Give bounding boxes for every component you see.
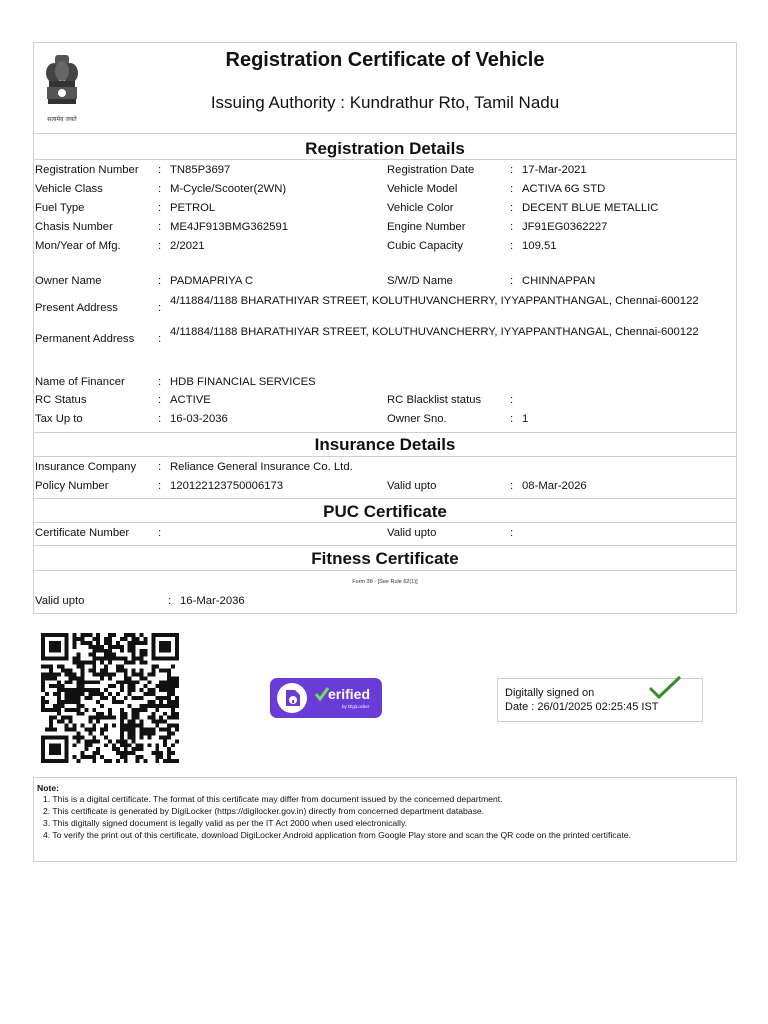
divider [34,545,736,546]
field-colon: : [168,595,172,607]
field-label: Valid upto [35,595,85,607]
digital-signature-box [497,678,703,722]
field-label: Permanent Address [35,333,135,345]
financer-value: HDB FINANCIAL SERVICES [170,376,316,388]
swd-name-value: CHINNAPPAN [522,275,596,287]
note-item: 1. This is a digital certificate. The format of this certificate may differ from document issued by the concerned department. [43,794,503,804]
chasis-number-value: ME4JF913BMG362591 [170,221,289,233]
field-label: Fuel Type [35,202,85,214]
field-label: Owner Sno. [387,413,447,425]
field-colon: : [158,480,162,492]
field-colon: : [158,302,162,314]
cubic-capacity-value: 109.51 [522,240,557,252]
field-colon: : [510,275,514,287]
certificate-header [34,43,736,134]
registration-date-value: 17-Mar-2021 [522,164,587,176]
field-label: RC Blacklist status [387,394,482,406]
field-colon: : [510,202,514,214]
field-label: Cubic Capacity [387,240,463,252]
field-label: Vehicle Model [387,183,458,195]
signature-date: Date : 26/01/2025 02:25:45 IST [505,701,659,713]
field-colon: : [510,164,514,176]
field-colon: : [158,527,162,539]
field-colon: : [158,376,162,388]
field-colon: : [510,240,514,252]
field-label: Insurance Company [35,461,137,473]
owner-name-value: PADMAPRIYA C [170,275,254,287]
field-colon: : [510,183,514,195]
vehicle-class-value: M-Cycle/Scooter(2WN) [170,183,287,195]
permanent-address-value: 4/11884/1188 BHARATHIYAR STREET, KOLUTHUVANCHERRY, IYYAPPANTHANGAL, Chennai-600122 [170,326,699,338]
field-colon: : [510,413,514,425]
note-item: 2. This certificate is generated by DigiLocker (https://digilocker.gov.in) directly from concerned department database. [43,806,485,816]
emblem-caption: सत्यमेव जयते [47,116,77,123]
field-label: Mon/Year of Mfg. [35,240,121,252]
field-label: Tax Up to [35,413,83,425]
vehicle-color-value: DECENT BLUE METALLIC [522,202,659,214]
divider [34,159,736,160]
divider [34,432,736,433]
certificate-title: Registration Certificate of Vehicle [225,49,545,71]
field-label: Present Address [35,302,118,314]
field-colon: : [158,461,162,473]
field-label: Vehicle Class [35,183,103,195]
digilocker-icon [276,682,308,714]
fitness-form-note: Form 38 - [See Rule 62(1)] [352,579,418,585]
engine-number-value: JF91EG0362227 [522,221,608,233]
divider [34,570,736,571]
insurance-section-title: Insurance Details [314,435,456,454]
field-colon: : [158,221,162,233]
signature-line-1: Digitally signed on [505,687,595,699]
policy-number-value: 120122123750006173 [170,480,284,492]
field-colon: : [158,275,162,287]
present-address-value: 4/11884/1188 BHARATHIYAR STREET, KOLUTHUVANCHERRY, IYYAPPANTHANGAL, Chennai-600122 [170,295,699,307]
field-label: Certificate Number [35,527,130,539]
notes-title: Note: [37,783,59,793]
divider [34,456,736,457]
field-label: Chasis Number [35,221,113,233]
insurance-company-value: Reliance General Insurance Co. Ltd. [170,461,353,473]
certificate-card [33,42,737,614]
rc-status-value: ACTIVE [170,394,211,406]
field-label: Name of Financer [35,376,125,388]
field-colon: : [510,480,514,492]
field-colon: : [158,240,162,252]
check-mark-icon [648,675,682,701]
field-label: Engine Number [387,221,466,233]
registration-section-title: Registration Details [305,139,465,158]
field-colon: : [510,221,514,233]
qr-code [40,633,180,763]
owner-sno-value: 1 [522,413,529,425]
field-label: Registration Number [35,164,139,176]
field-label: S/W/D Name [387,275,453,287]
field-colon: : [158,413,162,425]
fitness-valid-value: 16-Mar-2036 [180,595,245,607]
badge-subtext: by DigiLocker [342,704,370,709]
divider [34,522,736,523]
field-colon: : [158,202,162,214]
insurance-valid-value: 08-Mar-2026 [522,480,587,492]
digilocker-verified-badge [270,678,382,718]
field-label: Valid upto [387,527,437,539]
tax-upto-value: 16-03-2036 [170,413,228,425]
note-item: 4. To verify the print out of this certificate, download DigiLocker Android application from Google Play store and scan the QR code on the printed certificate. [43,830,631,840]
issuing-authority: Issuing Authority : Kundrathur Rto, Tamil Nadu [210,93,560,112]
field-label: Vehicle Color [387,202,454,214]
vehicle-model-value: ACTIVA 6G STD [522,183,606,195]
puc-section-title: PUC Certificate [323,502,447,521]
divider [34,498,736,499]
badge-text: erified [328,686,371,702]
fuel-type-value: PETROL [170,202,216,214]
fitness-section-title: Fitness Certificate [311,549,459,568]
mfg-date-value: 2/2021 [170,240,205,252]
field-colon: : [510,394,514,406]
field-colon: : [510,527,514,539]
field-colon: : [158,394,162,406]
field-label: Valid upto [387,480,437,492]
field-label: Owner Name [35,275,102,287]
field-colon: : [158,333,162,345]
field-label: Registration Date [387,164,475,176]
notes-box [33,777,737,862]
field-colon: : [158,183,162,195]
registration-number-value: TN85P3697 [170,164,231,176]
note-item: 3. This digitally signed document is legally valid as per the IT Act 2000 when used electronically. [43,818,408,828]
field-label: Policy Number [35,480,109,492]
field-label: RC Status [35,394,87,406]
field-colon: : [158,164,162,176]
